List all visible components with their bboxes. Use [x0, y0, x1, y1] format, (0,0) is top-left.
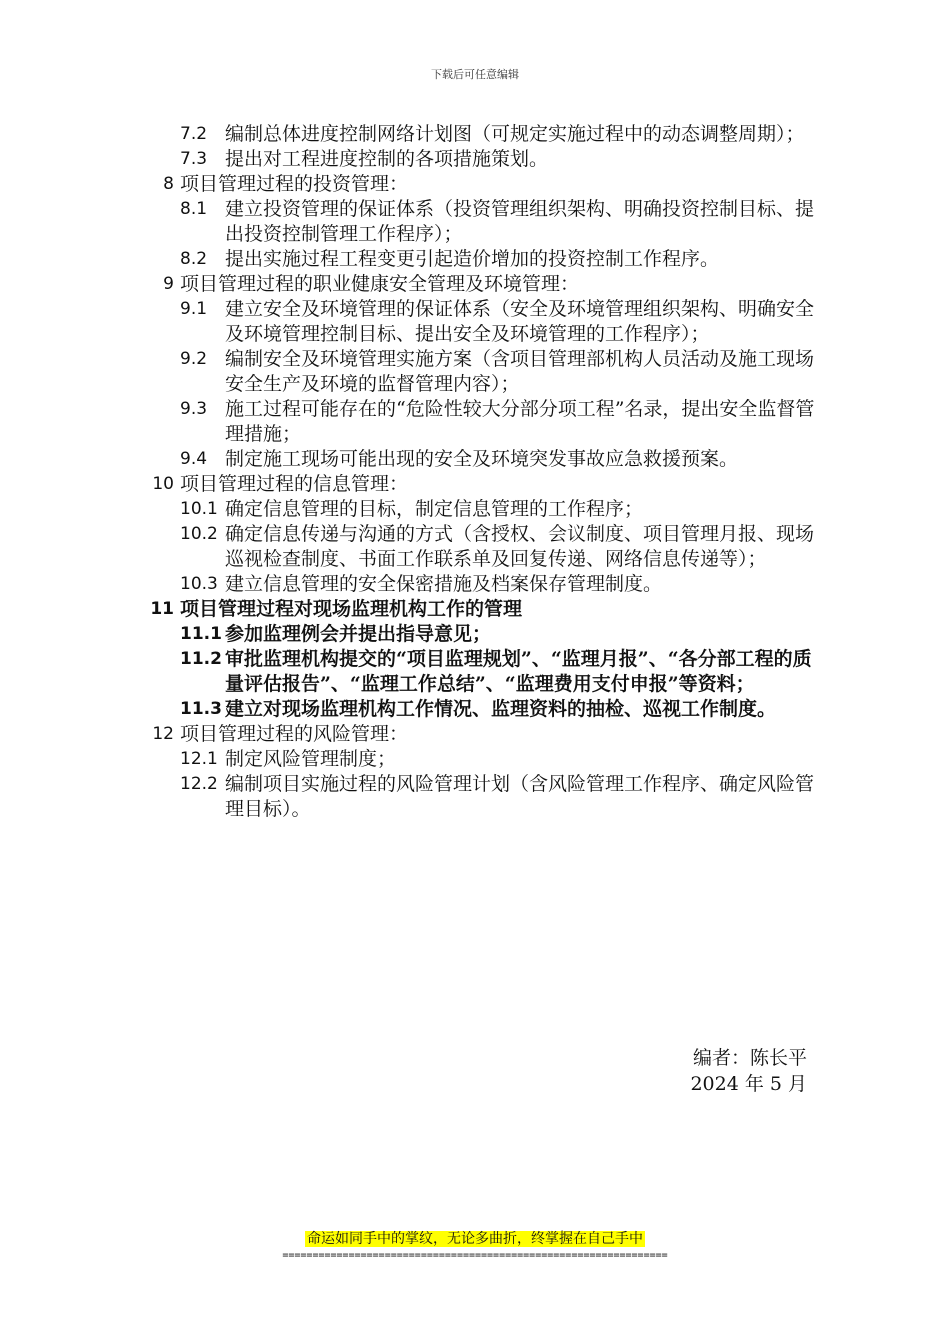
- item-number: 7.2: [180, 124, 208, 144]
- author-name: 编者：陈长平: [692, 1047, 807, 1069]
- item-text: 提出实施过程工程变更引起造价增加的投资控制工作程序。: [225, 248, 720, 270]
- list-item: [140, 247, 820, 272]
- list-item: [140, 122, 820, 147]
- item-number: 8: [163, 174, 174, 194]
- item-text: 制定风险管理制度；: [225, 748, 397, 770]
- footer-rule: ================================================================: [282, 1250, 668, 1261]
- item-text: 建立信息管理的安全保密措施及档案保存管理制度。: [225, 573, 663, 595]
- item-text: 参加监理例会并提出指导意见；: [225, 623, 492, 645]
- item-number: 12.1: [180, 749, 218, 769]
- item-text: 施工过程可能存在的“危险性较大分部分项工程”名录，提出安全监督管理措施；: [225, 398, 815, 445]
- section-heading: [140, 172, 820, 197]
- item-number: 10: [152, 474, 174, 494]
- list-item: [140, 572, 820, 597]
- item-text: 制定施工现场可能出现的安全及环境突发事故应急救援预案。: [225, 448, 739, 470]
- document-body: [140, 122, 820, 822]
- author-date: 2024 年 5 月: [690, 1073, 807, 1095]
- list-item: [140, 197, 820, 247]
- list-item: [140, 747, 820, 772]
- item-text: 项目管理过程的风险管理：: [180, 723, 409, 745]
- section-heading: [140, 472, 820, 497]
- item-number: 10.1: [180, 499, 218, 519]
- author-block: [690, 1045, 807, 1097]
- section-heading: [140, 272, 820, 297]
- item-text: 编制安全及环境管理实施方案（含项目管理部机构人员活动及施工现场安全生产及环境的监督管理内容）；: [225, 348, 815, 395]
- list-item: [140, 347, 820, 397]
- item-number: 11.2: [180, 649, 222, 669]
- item-text: 提出对工程进度控制的各项措施策划。: [225, 148, 549, 170]
- item-number: 12: [152, 724, 174, 744]
- item-number: 10.3: [180, 574, 218, 594]
- page-footer: [0, 1228, 950, 1261]
- item-number: 9: [163, 274, 174, 294]
- item-number: 9.2: [180, 349, 208, 369]
- item-text: 审批监理机构提交的“项目监理规划”、“监理月报”、“各分部工程的质量评估报告”、“监理工作总结”、“监理费用支付申报”等资料；: [225, 648, 812, 695]
- item-number: 10.2: [180, 524, 218, 544]
- item-text: 建立对现场监理机构工作情况、监理资料的抽检、巡视工作制度。: [225, 698, 777, 720]
- item-text: 项目管理过程的信息管理：: [180, 473, 409, 495]
- item-text: 确定信息管理的目标，制定信息管理的工作程序；: [225, 498, 644, 520]
- list-item: [140, 397, 820, 447]
- item-number: 9.4: [180, 449, 208, 469]
- list-item: [140, 522, 820, 572]
- item-number: 8.1: [180, 199, 208, 219]
- section-heading: [140, 722, 820, 747]
- list-item: [140, 297, 820, 347]
- item-number: 9.3: [180, 399, 208, 419]
- item-number: 9.1: [180, 299, 208, 319]
- item-number: 11: [150, 599, 174, 619]
- list-item: [140, 772, 820, 822]
- item-number: 8.2: [180, 249, 208, 269]
- list-item: [140, 147, 820, 172]
- page-header: 下载后可任意编辑: [431, 68, 519, 81]
- item-number: 11.3: [180, 699, 222, 719]
- section-heading: [140, 597, 820, 622]
- list-item: [140, 497, 820, 522]
- item-number: 11.1: [180, 624, 222, 644]
- item-number: 7.3: [180, 149, 208, 169]
- list-item: [140, 697, 820, 722]
- item-text: 确定信息传递与沟通的方式（含授权、会议制度、项目管理月报、现场巡视检查制度、书面工作联系单及回复传递、网络信息传递等）；: [225, 523, 815, 570]
- list-item: [140, 647, 820, 697]
- item-text: 项目管理过程对现场监理机构工作的管理: [180, 598, 523, 620]
- item-text: 建立安全及环境管理的保证体系（安全及环境管理组织架构、明确安全及环境管理控制目标、提出安全及环境管理的工作程序）；: [225, 298, 815, 345]
- item-text: 编制项目实施过程的风险管理计划（含风险管理工作程序、确定风险管理目标）。: [225, 773, 815, 820]
- footer-motto: 命运如同手中的掌纹，无论多曲折，终掌握在自己手中: [307, 1231, 643, 1247]
- item-text: 项目管理过程的投资管理：: [180, 173, 409, 195]
- item-text: 项目管理过程的职业健康安全管理及环境管理：: [180, 273, 580, 295]
- list-item: [140, 447, 820, 472]
- list-item: [140, 622, 820, 647]
- item-text: 编制总体进度控制网络计划图（可规定实施过程中的动态调整周期）；: [225, 123, 805, 145]
- item-text: 建立投资管理的保证体系（投资管理组织架构、明确投资控制目标、提出投资控制管理工作程序）；: [225, 198, 815, 245]
- item-number: 12.2: [180, 774, 218, 794]
